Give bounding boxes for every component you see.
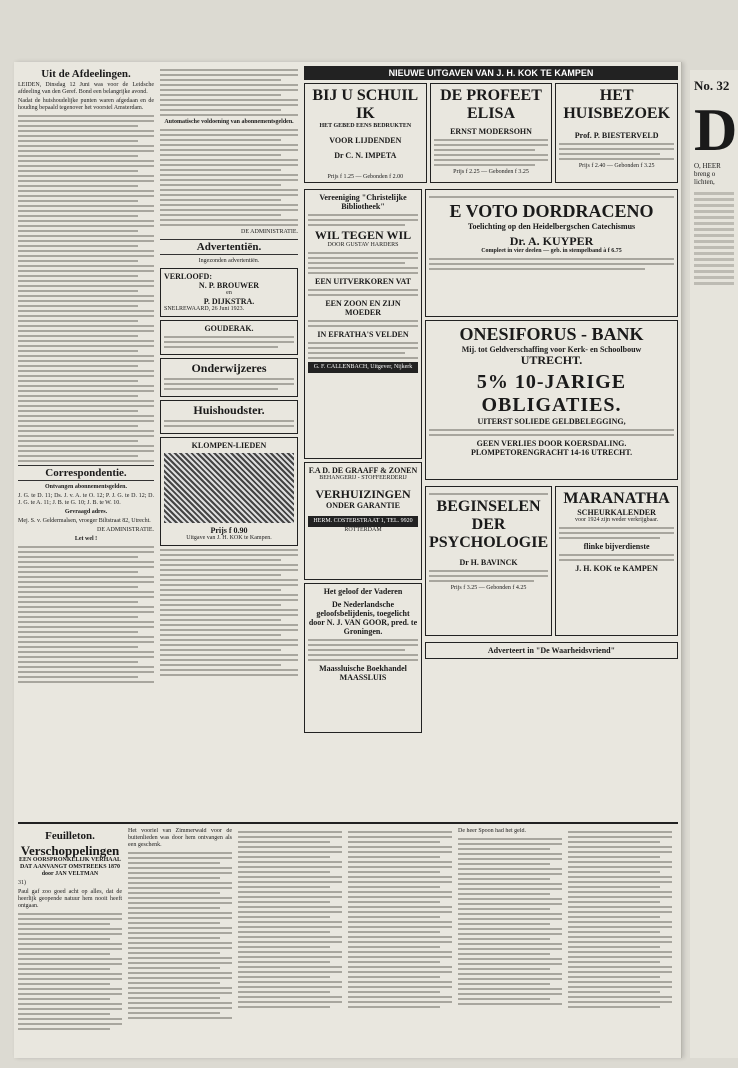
ads-right-stack — [425, 186, 678, 736]
next-page-text: O, HEER breng o lichten, — [694, 162, 721, 186]
ad-publisher: J. H. KOK te KAMPEN — [575, 564, 658, 573]
ad-title: Huishoudster. — [193, 403, 265, 417]
text-block — [458, 838, 562, 1005]
ads-bottom-pair — [425, 483, 678, 639]
ad-subtitle: BEHANGERIJ - STOFFEERDERIJ — [319, 475, 407, 481]
sub-heading: Automatische voldoening van abonnementsgelden. — [164, 119, 294, 125]
ad-title: BIJ U SCHUIL IK — [312, 87, 419, 122]
feuilleton-column — [238, 828, 342, 1052]
ad-title: Vereeniging "Christelijke Bibliotheek" — [319, 193, 407, 211]
next-page-fragment — [690, 70, 738, 1058]
story-text: De heer Spoon had het geld. — [458, 828, 526, 834]
text-block — [429, 493, 548, 495]
story-text: Het vooriel van Zimmerwald voor de buitenlieden was door hem ontvangen als een geschenk. — [128, 828, 232, 848]
ad-gouderak — [160, 320, 298, 355]
ad-author: Dr C. N. IMPETA — [334, 151, 397, 160]
ad-address: PLOMPETORENGRACHT 14-16 UTRECHT. — [470, 448, 633, 457]
ad-title: HET HUISBEZOEK — [563, 87, 671, 122]
ad-publisher: Maassluische Boekhandel MAASSLUIS — [319, 664, 407, 682]
ad-geloof-der-vaderen — [304, 583, 422, 733]
ad-subtitle: voor 1924 zijn weder verkrijgbaar. — [574, 517, 659, 523]
article-text: Nadat de huishoudelijke punten waren afgedaan en de houding bepaald tegenover het voorstel Amsterdam. — [18, 98, 154, 111]
notice-name: P. DIJKSTRA. — [203, 297, 255, 306]
next-page-lines — [694, 192, 734, 285]
text-block — [18, 913, 122, 1030]
text-block — [348, 831, 452, 1008]
ad-city: ROTTERDAM — [344, 527, 382, 533]
text-block — [160, 549, 298, 676]
book-ads-row — [304, 83, 678, 183]
ad-huishoudster — [160, 400, 298, 434]
ad-book-huisbezoek — [555, 83, 678, 183]
ad-author: Prof. P. BIESTERVELD — [574, 131, 659, 140]
ad-publisher: G. F. CALLENBACH, Uitgever, Nijkerk — [308, 362, 418, 373]
ad-maranatha — [555, 486, 678, 636]
ad-subtitle: ONDER GARANTIE — [325, 501, 400, 510]
ad-offer: 5% 10-JARIGE OBLIGATIES. — [476, 371, 627, 416]
story-number: 31) — [18, 880, 26, 886]
story-subtitle: EEN OORSPRONKELIJK VERHAAL DAT AANVANGT OMSTREEKS 1870 door JAN VELTMAN — [19, 857, 121, 877]
ad-subtitle: SCHEURKALENDER — [577, 508, 656, 517]
ad-title: Onderwijzeres — [191, 361, 267, 375]
ad-title: Het geloof der Vaderen — [323, 587, 403, 596]
text-block — [238, 831, 342, 1008]
text-block — [429, 196, 674, 198]
feuilleton-column — [348, 828, 452, 1052]
story-text: Paul gaf zoo goed acht op alles, dat de heerlijk geopende natuur hem nooit heeft ontgaan. — [18, 889, 122, 909]
section-heading-correspondentie: Correspondentie. — [18, 465, 154, 481]
text-block — [18, 115, 154, 462]
text-block — [559, 143, 674, 160]
text-block — [308, 252, 418, 274]
ad-author: ERNST MODERSOHN — [450, 127, 532, 136]
notice-label: VERLOOFD: — [164, 272, 212, 281]
text-block — [434, 139, 549, 166]
ad-price: Prijs f 3.25 — Gebonden f 4.25 — [450, 585, 527, 591]
text-block — [308, 289, 418, 296]
ad-title: IN EFRATHA'S VELDEN — [317, 330, 409, 339]
article-text: LEIDEN, Dinsdag 12 Juni was voor de Leidsche afdeeling van den Geref. Bond een belangrijke avond. — [18, 82, 154, 95]
feuilleton-column — [568, 828, 672, 1052]
ad-book-schuil — [304, 83, 427, 183]
ad-title: flinke bijverdienste — [583, 542, 650, 551]
article-text: J. G. te D. 11; Ds. J. v. A. te O. 12; P. J. G. te D. 12; D. J. G. te A. 11; J. B. te G. 10; J. B. te W. 10. — [18, 493, 154, 506]
ad-subtitle: GEEN VERLIES DOOR KOERSDALING. — [476, 439, 627, 448]
ad-title: Adverteert in "De Waarheidsvriend" — [487, 646, 616, 655]
ad-psychologie — [425, 486, 552, 636]
ad-price: Prijs f 0.90 — [210, 526, 248, 535]
text-block — [164, 336, 294, 348]
ad-title: DE PROFEET ELISA — [440, 87, 542, 122]
text-block — [308, 320, 418, 327]
ads-left-stack — [304, 186, 422, 736]
ads-middle — [304, 186, 678, 736]
text-block — [308, 639, 418, 661]
ad-subtitle: VOOR LIJDENDEN — [329, 136, 402, 145]
ad-christelijke-bibliotheek — [304, 189, 422, 459]
ad-e-voto — [425, 189, 678, 317]
text-block — [429, 570, 548, 582]
advertisement-column — [304, 66, 678, 816]
ad-title: EEN ZOON EN ZIJN MOEDER — [325, 299, 401, 317]
ad-title: WIL TEGEN WIL — [314, 228, 412, 242]
ad-title: ONESIFORUS - BANK — [459, 324, 644, 344]
ad-onesiforus-bank — [425, 320, 678, 480]
ad-de-graaff — [304, 462, 422, 580]
engagement-notice — [160, 268, 298, 317]
newspaper-page — [14, 62, 682, 1058]
feuilleton-column — [128, 828, 232, 1052]
sub-heading: Ontvangen abonnementsgelden. — [44, 484, 127, 490]
sub-heading: Let wel ! — [74, 536, 98, 542]
text-block — [18, 546, 154, 683]
ad-book-elisa — [430, 83, 553, 183]
sub-heading: Ingezonden advertentiën. — [198, 258, 260, 264]
text-block — [429, 429, 674, 436]
ad-city: UTRECHT. — [520, 353, 583, 367]
ad-publisher: Uitgave van J. H. KOK te Kampen. — [186, 535, 272, 541]
article-text: Mej. S. v. Geldermalsen, vroeger Biltstraat 82, Utrecht. — [18, 518, 151, 524]
illustration — [164, 453, 294, 523]
ad-title: E VOTO DORDRACENO — [449, 201, 654, 221]
section-heading-afdeelingen: Uit de Afdeelingen. — [41, 68, 131, 80]
text-block — [308, 342, 418, 359]
column-middle — [160, 66, 298, 816]
text-block — [160, 69, 298, 116]
ad-subtitle: HET GEBED EENS BEDRUKTEN — [319, 123, 412, 129]
text-block — [559, 527, 674, 539]
ad-onderwijzeres — [160, 358, 298, 397]
story-title: Verschoppelingen — [20, 843, 120, 858]
ad-title: F.A D. DE GRAAFF & ZONEN — [308, 466, 418, 475]
ad-price: Compleet in vier deelen — geb. in stempelband à f 6.75 — [481, 248, 622, 254]
ad-price: Prijs f 1.25 — Gebonden f 2.00 — [327, 174, 404, 180]
ad-subtitle: De Nederlandsche geloofsbelijdenis, toegelicht door N. J. VAN GOOR, pred. te Groningen. — [308, 600, 418, 636]
signature: DE ADMINISTRATIE. — [97, 527, 154, 533]
ad-title: EEN UITVERKOREN VAT — [314, 277, 412, 286]
ad-title: GOUDERAK. — [204, 324, 254, 333]
next-page-masthead: D — [694, 97, 738, 163]
sub-heading: Gevraagd adres. — [64, 509, 108, 515]
notice-and: en — [226, 290, 232, 296]
ad-waarheidsvriend — [425, 642, 678, 659]
ad-title: KLOMPEN-LIEDEN — [191, 441, 267, 450]
ad-klompen-lieden — [160, 437, 298, 546]
notice-name: N. P. BROUWER — [198, 281, 260, 290]
text-block — [164, 420, 294, 427]
ad-author: DOOR GUSTAV HARDERS — [327, 242, 399, 248]
text-block — [128, 852, 232, 1019]
column-left — [18, 66, 154, 816]
next-page-number: No. 32 — [694, 78, 730, 93]
feuilleton-column — [458, 828, 562, 1052]
ad-author: Dr H. BAVINCK — [459, 558, 518, 567]
ad-subtitle: Mij. tot Geldverschaffing voor Kerk- en Schoolbouw — [461, 345, 642, 354]
ads-banner: NIEUWE UITGAVEN VAN J. H. KOK TE KAMPEN — [304, 66, 678, 80]
ad-author: Dr. A. KUYPER — [509, 234, 594, 248]
notice-place: SNELREWAARD, 26 Juni 1923. — [164, 306, 245, 312]
feuilleton-column — [18, 828, 122, 1052]
section-heading-advertentien: Advertentiën. — [160, 239, 298, 255]
text-block — [164, 378, 294, 390]
ad-title: VERHUIZINGEN — [315, 487, 411, 501]
ad-subtitle: Toelichting op den Heidelbergschen Catechismus — [467, 222, 636, 231]
text-block — [308, 214, 418, 226]
ad-subtitle: UITERST SOLIEDE GELDBELEGGING, — [477, 417, 626, 426]
ad-title: MARANATHA — [563, 490, 670, 507]
ad-address: HERM. COSTERSTRAAT 1, TEL. 9920 — [308, 516, 418, 527]
ad-price: Prijs f 2.40 — Gebonden f 3.25 — [578, 163, 655, 169]
signature: DE ADMINISTRATIE. — [241, 229, 298, 235]
text-block — [160, 129, 298, 226]
ad-price: Prijs f 2.25 — Gebonden f 3.25 — [453, 169, 529, 175]
feuilleton-section — [18, 822, 678, 1054]
text-block — [568, 831, 672, 1008]
text-block — [429, 258, 674, 270]
feuilleton-label: Feuilleton. — [45, 830, 95, 842]
ad-title: BEGINSELEN DER PSYCHOLOGIE — [429, 498, 549, 551]
text-block — [559, 554, 674, 561]
